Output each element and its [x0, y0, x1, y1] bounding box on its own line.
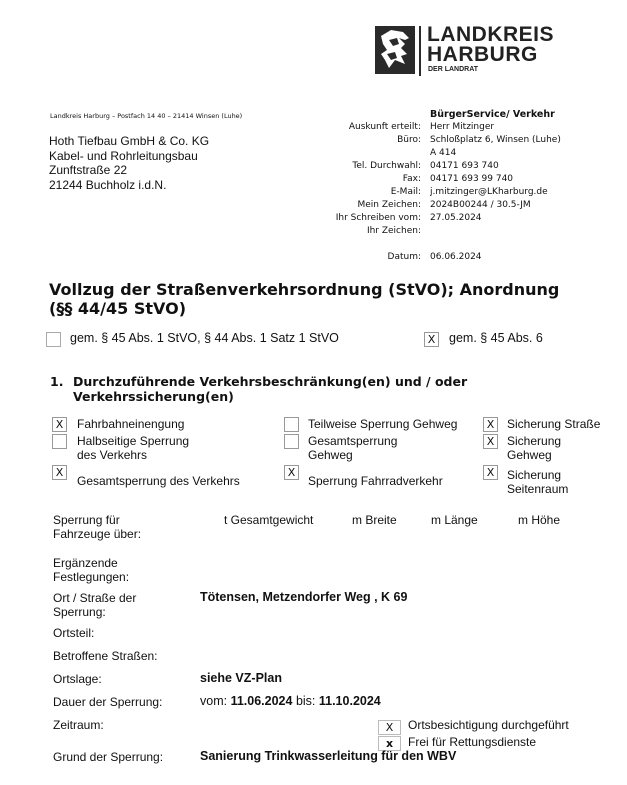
sicherung-seitenraum-label [507, 468, 568, 496]
recipient-line: 21244 Buchholz i.d.N. [49, 177, 167, 192]
hoehe-unit: m Höhe [518, 513, 561, 527]
info-label: Büro: [397, 135, 421, 145]
legal-opt1-checkbox[interactable] [46, 332, 61, 347]
halbseitige-sperrung-label [77, 434, 189, 462]
section1-number: 1. [50, 374, 64, 389]
teilweise-gehweg-checkbox[interactable] [284, 417, 299, 432]
dauer-value [200, 694, 381, 709]
gesamtsperrung-verkehr-label: Gesamtsperrung des Verkehrs [77, 474, 240, 488]
info-label: Ihr Schreiben vom: [335, 213, 421, 223]
fahrbahneinengung-label: Fahrbahneinengung [77, 417, 185, 431]
recipient-line: Kabel- und Rohrleitungsbau [49, 148, 198, 163]
recipient-line: Hoth Tiefbau GmbH & Co. KG [49, 134, 210, 148]
sicherung-gehweg-label [507, 434, 561, 462]
gesamtgewicht-unit: t Gesamtgewicht [224, 513, 314, 527]
sicherung-gehweg-checkbox[interactable]: X [483, 434, 498, 449]
logo [375, 24, 560, 80]
sicherung-strasse-label: Sicherung Straße [507, 417, 601, 431]
sperrung-fahrzeuge-label [53, 513, 141, 541]
label-line: des Verkehrs [77, 448, 148, 462]
betroffene-label: Betroffene Straßen: [53, 649, 158, 663]
halbseitige-sperrung-checkbox[interactable] [52, 434, 67, 449]
breite-unit: m Breite [352, 513, 397, 527]
title-line1: Vollzug der Straßenverkehrsordnung (StVO); Anordnung [49, 280, 560, 299]
gesamtsperrung-gehweg-label [308, 434, 397, 462]
zeitraum-label: Zeitraum: [53, 718, 104, 732]
label-line: Sperrung für [53, 513, 120, 527]
teilweise-gehweg-label: Teilweise Sperrung Gehweg [308, 417, 458, 431]
label-line: Festlegungen: [53, 570, 130, 584]
info-value: 04171 693 99 740 [430, 174, 514, 184]
section1-heading-line1: Durchzuführende Verkehrsbeschränkung(en) und / oder [73, 374, 468, 389]
info-value: 27.05.2024 [430, 213, 482, 223]
info-value: 2024B00244 / 30.5-JM [430, 200, 531, 210]
label-line: Gesamtsperrung [308, 434, 398, 448]
info-value: A 414 [430, 148, 457, 158]
date-label: Datum: [387, 252, 421, 262]
info-label: Auskunft erteilt: [348, 122, 421, 132]
ortsbesichtigung-label: Ortsbesichtigung durchgeführt [408, 718, 569, 732]
dauer-von-label: vom: [200, 694, 228, 708]
label-line: Fahrzeuge über: [53, 527, 142, 541]
grund-label: Grund der Sperrung: [53, 750, 164, 764]
info-value: Schloßplatz 6, Winsen (Luhe) [430, 135, 561, 145]
ortslage-label: Ortslage: [53, 672, 102, 686]
sicherung-strasse-checkbox[interactable]: X [483, 417, 498, 432]
label-line: Seitenraum [507, 482, 569, 496]
label-line: Gehweg [507, 448, 552, 462]
laenge-unit: m Länge [431, 513, 478, 527]
title-line2: (§§ 44/45 StVO) [49, 299, 187, 318]
grund-value: Sanierung Trinkwasserleitung für den WBV [200, 749, 457, 763]
label-line: Sperrung: [53, 605, 106, 619]
sicherung-seitenraum-checkbox[interactable]: X [483, 465, 498, 480]
info-value: 04171 693 740 [430, 161, 499, 171]
info-label: Tel. Durchwahl: [352, 161, 421, 171]
sender-line: Landkreis Harburg – Postfach 14 40 – 21414 Winsen (Luhe) [50, 112, 243, 120]
label-line: Sicherung [507, 434, 562, 448]
label-line: Ergänzende [53, 556, 118, 570]
info-label: Ihr Zeichen: [366, 226, 421, 236]
ort-value: Tötensen, Metzendorfer Weg , K 69 [200, 590, 408, 604]
label-line: Ort / Straße der [53, 591, 137, 605]
page-title [49, 280, 609, 318]
lion-crest-icon [375, 26, 415, 74]
info-label: Fax: [402, 174, 421, 184]
legal-opt2-checkbox[interactable]: X [424, 332, 439, 347]
fahrradverkehr-checkbox[interactable]: X [284, 465, 299, 480]
label-line: Gehweg [308, 448, 353, 462]
rettung-label: Frei für Rettungsdienste [408, 735, 537, 749]
logo-line2: HARBURG [427, 43, 538, 66]
fahrbahneinengung-checkbox[interactable]: X [52, 417, 67, 432]
dauer-bis-label: bis: [295, 694, 316, 708]
logo-line1: LANDKREIS [427, 23, 555, 46]
ortsbesichtigung-checkbox[interactable]: X [378, 720, 401, 735]
department: BürgerService/ Verkehr [430, 109, 555, 120]
info-label: Mein Zeichen: [357, 200, 421, 210]
label-line: Sicherung [507, 468, 562, 482]
dauer-bis-value: 11.10.2024 [318, 694, 381, 708]
gesamtsperrung-verkehr-checkbox[interactable]: X [52, 465, 67, 480]
legal-opt1-label: gem. § 45 Abs. 1 StVO, § 44 Abs. 1 Satz 1 StVO [70, 331, 339, 345]
dauer-label: Dauer der Sperrung: [53, 695, 163, 709]
email-value[interactable]: j.mitzinger@LKharburg.de [430, 187, 548, 197]
section1-heading [73, 374, 467, 404]
fahrradverkehr-label: Sperrung Fahrradverkehr [308, 474, 443, 488]
info-label: E-Mail: [390, 187, 421, 197]
ergaenzende-label [53, 556, 129, 584]
info-value: Herr Mitzinger [430, 122, 495, 132]
gesamtsperrung-gehweg-checkbox[interactable] [284, 434, 299, 449]
ort-label [53, 591, 136, 619]
label-line: Halbseitige Sperrung [77, 434, 190, 448]
recipient-address [49, 134, 209, 192]
dauer-von-value: 11.06.2024 [230, 694, 293, 708]
date-value: 06.06.2024 [430, 252, 482, 262]
ortsteil-label: Ortsteil: [53, 626, 95, 640]
recipient-line: Zunftstraße 22 [49, 163, 128, 177]
rettung-checkbox[interactable]: x [378, 736, 401, 751]
logo-line3: DER LANDRAT [428, 66, 479, 73]
legal-opt2-label: gem. § 45 Abs. 6 [449, 331, 543, 345]
ortslage-value: siehe VZ-Plan [200, 671, 282, 685]
section1-heading-line2: Verkehrssicherung(en) [73, 389, 234, 404]
